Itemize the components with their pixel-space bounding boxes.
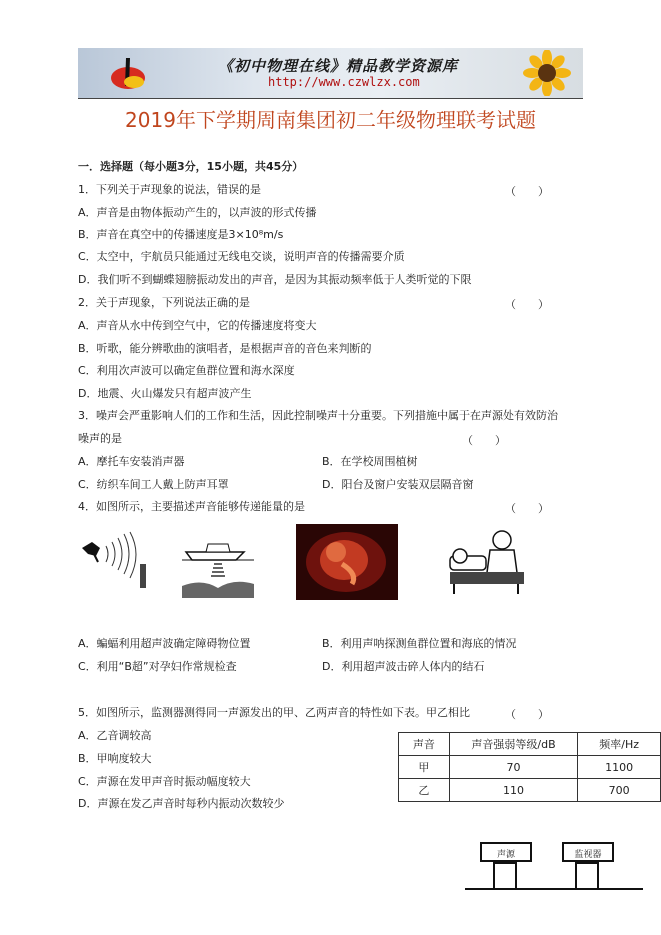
question-3-option-d: D．阳台及窗户安装双层隔音窗 <box>322 478 474 491</box>
question-1-option-d: D．我们听不到蝴蝶翅膀振动发出的声音，是因为其振动频率低于人类听觉的下限 <box>78 273 472 286</box>
table-cell: 700 <box>578 779 661 802</box>
question-5-answer-blank: （ ） <box>505 708 549 721</box>
table-header-row <box>399 733 661 756</box>
question-4-stem: 4．如图所示，主要描述声音能够传递能量的是 <box>78 500 305 513</box>
table-header-cell: 声音强弱等级/dB <box>449 733 577 756</box>
question-2-answer-blank: （ ） <box>505 298 549 311</box>
question-4-option-b: B．利用声呐探测鱼群位置和海底的情况 <box>322 637 517 650</box>
question-2-option-b: B．听歌，能分辨歌曲的演唱者，是根据声音的音色来判断的 <box>78 342 372 355</box>
question-2-option-a: A．声音从水中传到空气中，它的传播速度将变大 <box>78 319 317 332</box>
exam-title: 2019年下学期周南集团初二年级物理联考试题 <box>125 108 536 132</box>
question-2-option-d: D．地震、火山爆发只有超声波产生 <box>78 387 252 400</box>
question-5-option-d: D．声源在发乙声音时每秒内振动次数较少 <box>78 797 285 810</box>
question-3-option-a: A．摩托车安装消声器 <box>78 455 185 468</box>
monitor-label: 监视器 <box>574 850 602 860</box>
b-ultrasound-fetus-figure <box>296 524 398 600</box>
logo-icon <box>108 56 148 92</box>
sunflower-icon <box>507 50 577 96</box>
monitor-box <box>562 842 614 862</box>
sound-source-box <box>480 842 532 862</box>
table-cell: 1100 <box>578 756 661 779</box>
table-cell: 70 <box>449 756 577 779</box>
header-rule <box>78 98 583 99</box>
sonar-ship-figure <box>182 526 254 598</box>
question-1-option-a: A．声音是由物体振动产生的，以声波的形式传播 <box>78 206 317 219</box>
monitor-stand <box>575 862 599 888</box>
question-2-stem: 2．关于声现象，下列说法正确的是 <box>78 296 250 309</box>
question-5-option-b: B．甲响度较大 <box>78 752 152 765</box>
question-4-option-d: D．利用超声波击碎人体内的结石 <box>322 660 485 673</box>
question-3-answer-blank: （ ） <box>462 434 506 447</box>
question-1-option-b: B．声音在真空中的传播速度是3×10⁸m/s <box>78 228 284 241</box>
bat-ultrasound-figure <box>78 530 156 590</box>
question-3-stem: 3．噪声会严重影响人们的工作和生活，因此控制噪声十分重要。下列措施中属于在声源处有效防治 <box>78 409 558 422</box>
table-cell: 110 <box>449 779 577 802</box>
section-header: 一．选择题（每小题3分，15小题，共45分） <box>78 160 304 173</box>
question-5-stem: 5．如图所示，监测器测得同一声源发出的甲、乙两声音的特性如下表。甲乙相比 <box>78 706 470 719</box>
table-cell: 乙 <box>399 779 450 802</box>
question-1-stem: 1．下列关于声现象的说法，错误的是 <box>78 183 261 196</box>
question-2-option-c: C．利用次声波可以确定鱼群位置和海水深度 <box>78 364 295 377</box>
table-row <box>399 779 661 802</box>
table-header-cell: 声音 <box>399 733 450 756</box>
sound-source-label: 声源 <box>496 850 515 860</box>
question-4-option-c: C．利用“B超”对孕妇作常规检查 <box>78 660 237 673</box>
header-banner <box>78 48 583 98</box>
question-1-option-c: C．太空中，宇航员只能通过无线电交谈，说明声音的传播需要介质 <box>78 250 405 263</box>
banner-title: 《初中物理在线》精品教学资源库 <box>218 57 459 75</box>
question-5-option-c: C．声源在发甲声音时振动幅度较大 <box>78 775 251 788</box>
diagram-ground-line <box>465 888 643 890</box>
kidney-stone-lithotripsy-figure <box>444 526 528 596</box>
banner-url: http://www.czwlzx.com <box>268 75 420 89</box>
question-3-stem-continued: 噪声的是 <box>78 432 122 445</box>
table-header-cell: 频率/Hz <box>578 733 661 756</box>
question-3-option-b: B．在学校周围植树 <box>322 455 418 468</box>
table-cell: 甲 <box>399 756 450 779</box>
question-4-answer-blank: （ ） <box>505 502 549 515</box>
question-5-option-a: A．乙音调较高 <box>78 729 152 742</box>
question-3-option-c: C．纺织车间工人戴上防声耳罩 <box>78 478 229 491</box>
question-4-option-a: A．蝙蝠利用超声波确定障碍物位置 <box>78 637 251 650</box>
sound-properties-table <box>398 732 661 802</box>
sound-source-stand <box>493 862 517 888</box>
table-row <box>399 756 661 779</box>
question-1-answer-blank: （ ） <box>505 185 549 198</box>
